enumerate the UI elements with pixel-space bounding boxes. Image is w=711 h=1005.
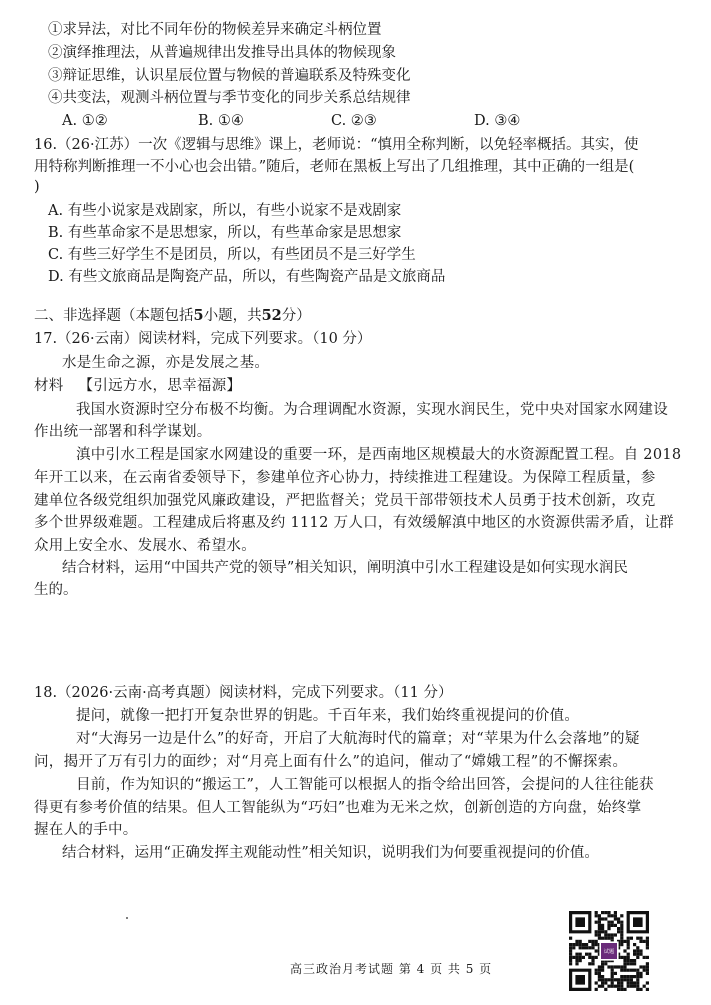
qr-module xyxy=(620,975,623,978)
qr-module xyxy=(604,978,607,981)
qr-module xyxy=(591,946,594,949)
qr-module xyxy=(575,956,578,959)
qr-module xyxy=(569,959,572,962)
q15-option-2: ②演绎推理法，从普遍规律出发推导出具体的物候现象 xyxy=(48,45,396,61)
qr-module xyxy=(617,921,620,924)
qr-module xyxy=(582,946,585,949)
qr-module xyxy=(611,985,614,988)
qr-module xyxy=(617,965,620,968)
q15-choice-c: C. ②③ xyxy=(331,113,377,129)
q17-paragraph-2-line-5: 众用上安全水、发展水、希望水。 xyxy=(34,538,256,554)
qr-module xyxy=(604,930,607,933)
qr-module xyxy=(579,946,582,949)
qr-module xyxy=(620,985,623,988)
q17-paragraph-2-line-3: 建单位各级党组织加强党风廉政建设，严把监督关；党员干部带领技术人员勇于技术创新，攻克 xyxy=(34,493,656,509)
qr-module xyxy=(569,946,572,949)
q18-paragraph-1: 提问，就像一把打开复杂世界的钥匙。千百年来，我们始终重视提问的价值。 xyxy=(76,708,580,724)
qr-module xyxy=(595,914,598,917)
q17-task-line-1: 结合材料，运用“中国共产党的领导”相关知识，阐明滇中引水工程建设是如何实现水润民 xyxy=(62,560,628,576)
qr-module xyxy=(639,988,642,991)
qr-module xyxy=(633,949,636,952)
qr-module xyxy=(630,978,633,981)
qr-module xyxy=(633,953,636,956)
qr-module xyxy=(643,985,646,988)
qr-module xyxy=(620,978,623,981)
qr-module xyxy=(598,965,601,968)
qr-module xyxy=(636,978,639,981)
qr-module xyxy=(620,937,623,940)
qr-module xyxy=(604,911,607,914)
qr-module xyxy=(595,988,598,991)
qr-module xyxy=(636,975,639,978)
qr-module xyxy=(614,965,617,968)
q17-task-line-2: 生的。 xyxy=(34,582,78,598)
qr-module xyxy=(579,956,582,959)
qr-module xyxy=(639,965,642,968)
qr-module xyxy=(611,978,614,981)
qr-module xyxy=(623,940,626,943)
q16-choice-b: B. 有些革命家不是思想家，所以，有些革命家是思想家 xyxy=(48,225,402,241)
qr-module xyxy=(595,921,598,924)
qr-module xyxy=(607,985,610,988)
qr-module xyxy=(598,921,601,924)
q17-header: 17.（26·云南）阅读材料，完成下列要求。（10 分） xyxy=(34,331,372,347)
qr-module xyxy=(643,940,646,943)
qr-module xyxy=(601,917,604,920)
qr-module xyxy=(639,972,642,975)
qr-module xyxy=(620,930,623,933)
qr-module xyxy=(569,956,572,959)
q16-choice-a: A. 有些小说家是戏剧家，所以，有些小说家不是戏剧家 xyxy=(48,203,402,219)
qr-module xyxy=(617,988,620,991)
qr-module xyxy=(601,981,604,984)
qr-module xyxy=(614,911,617,914)
qr-module xyxy=(611,972,614,975)
qr-module xyxy=(630,969,633,972)
qr-module xyxy=(627,943,630,946)
qr-module xyxy=(572,956,575,959)
qr-module xyxy=(598,937,601,940)
q16-stem-line-1: 16.（26·江苏）一次《逻辑与思维》课上，老师说：“慎用全称判断，以免轻率概括。其实，使 xyxy=(34,137,639,153)
qr-module xyxy=(601,937,604,940)
q17-paragraph-2-line-4: 多个世界级难题。工程建成后将惠及约 1112 万人口，有效缓解滇中地区的水资源供需矛盾，让群 xyxy=(34,515,674,531)
qr-module xyxy=(611,975,614,978)
qr-module xyxy=(579,940,582,943)
q18-paragraph-3-line-1: 目前，作为知识的“搬运工”，人工智能可以根据人的指令给出回答，会提问的人往往能获 xyxy=(76,777,654,793)
qr-module xyxy=(633,981,636,984)
qr-module xyxy=(588,953,591,956)
qr-module xyxy=(646,943,649,946)
qr-module xyxy=(607,978,610,981)
qr-module xyxy=(604,933,607,936)
q17-paragraph-1-line-2: 作出统一部署和科学谋划。 xyxy=(34,424,212,440)
qr-module xyxy=(588,940,591,943)
qr-module xyxy=(582,956,585,959)
qr-module xyxy=(607,933,610,936)
q16-choice-d: D. 有些文旅商品是陶瓷产品，所以，有些陶瓷产品是文旅商品 xyxy=(48,269,446,285)
qr-module xyxy=(604,917,607,920)
qr-module xyxy=(611,924,614,927)
qr-module xyxy=(572,943,575,946)
qr-module xyxy=(611,937,614,940)
qr-module xyxy=(582,943,585,946)
qr-module xyxy=(611,933,614,936)
qr-module xyxy=(627,937,630,940)
qr-module xyxy=(620,933,623,936)
qr-module xyxy=(627,969,630,972)
qr-module xyxy=(623,975,626,978)
qr-module xyxy=(575,959,578,962)
qr-module xyxy=(617,985,620,988)
qr-module xyxy=(636,988,639,991)
qr-module xyxy=(617,981,620,984)
q17-intro: 水是生命之源，亦是发展之基。 xyxy=(62,355,270,371)
q15-choice-b: B. ①④ xyxy=(198,113,244,129)
section-2-mid: 小题，共 xyxy=(203,308,262,324)
qr-module xyxy=(643,965,646,968)
qr-module xyxy=(633,969,636,972)
qr-module xyxy=(598,927,601,930)
qr-module xyxy=(633,962,636,965)
qr-module xyxy=(601,969,604,972)
qr-module xyxy=(639,940,642,943)
qr-module xyxy=(627,940,630,943)
qr-module xyxy=(598,917,601,920)
qr-module xyxy=(646,956,649,959)
q18-paragraph-3-line-2: 得更有参考价值的结果。但人工智能纵为“巧妇”也难为无米之炊，创新创造的方向盘，始终掌 xyxy=(34,800,642,816)
qr-module xyxy=(623,965,626,968)
qr-module xyxy=(630,985,633,988)
q18-paragraph-2-line-2: 问，揭开了万有引力的面纱；对“月亮上面有什么”的追问，催动了“嫦娥工程”的不懈探索。 xyxy=(34,754,628,770)
qr-module xyxy=(595,949,598,952)
qr-module xyxy=(598,975,601,978)
qr-module xyxy=(601,927,604,930)
qr-module xyxy=(607,927,610,930)
qr-module xyxy=(627,981,630,984)
qr-module xyxy=(627,975,630,978)
qr-module xyxy=(607,911,610,914)
qr-module xyxy=(585,946,588,949)
qr-module xyxy=(598,914,601,917)
qr-module xyxy=(623,949,626,952)
qr-module xyxy=(627,946,630,949)
qr-module xyxy=(646,937,649,940)
page-footer: 高三政治月考试题 第 4 页 共 5 页 xyxy=(290,962,493,976)
qr-module xyxy=(601,978,604,981)
qr-module xyxy=(643,969,646,972)
qr-module xyxy=(646,972,649,975)
q16-choice-c: C. 有些三好学生不是团员，所以，有些团员不是三好学生 xyxy=(48,247,416,263)
q18-header: 18.（2026·云南·高考真题）阅读材料，完成下列要求。（11 分） xyxy=(34,685,453,701)
qr-module xyxy=(601,962,604,965)
qr-module xyxy=(636,937,639,940)
qr-module xyxy=(579,959,582,962)
q18-paragraph-3-line-3: 握在人的手中。 xyxy=(34,822,138,838)
section-2-suffix: 分） xyxy=(281,308,311,324)
qr-module xyxy=(636,953,639,956)
qr-module xyxy=(627,962,630,965)
q15-option-4: ④共变法，观测斗柄位置与季节变化的同步关系总结规律 xyxy=(48,90,411,106)
qr-module xyxy=(617,978,620,981)
qr-module xyxy=(595,940,598,943)
qr-module xyxy=(636,946,639,949)
qr-module xyxy=(620,940,623,943)
qr-module xyxy=(614,978,617,981)
qr-module xyxy=(623,956,626,959)
qr-module xyxy=(627,985,630,988)
qr-module xyxy=(646,965,649,968)
qr-module xyxy=(614,985,617,988)
qr-module xyxy=(569,949,572,952)
qr-module xyxy=(617,930,620,933)
q15-choice-d: D. ③④ xyxy=(474,113,521,129)
q17-paragraph-2-line-2: 年开工以来，在云南省委领导下，参建单位齐心协力，持续推进工程建设。为保障工程质量，参 xyxy=(34,470,656,486)
qr-module xyxy=(598,972,601,975)
qr-module xyxy=(636,956,639,959)
qr-module xyxy=(633,959,636,962)
qr-module xyxy=(617,917,620,920)
section-2-score: 52 xyxy=(261,307,282,324)
qr-module xyxy=(630,937,633,940)
qr-module xyxy=(627,978,630,981)
q17-material-title: 【引远方水，思幸福源】 xyxy=(78,378,242,394)
q16-stem-line-2: 用特称判断推理一不小心也会出错。”随后，老师在黑板上写出了几组推理，其中正确的一组是( xyxy=(34,159,635,175)
qr-module xyxy=(614,917,617,920)
qr-module xyxy=(604,988,607,991)
qr-module xyxy=(611,981,614,984)
qr-module xyxy=(601,965,604,968)
qr-module xyxy=(614,924,617,927)
qr-module xyxy=(639,937,642,940)
qr-module xyxy=(614,914,617,917)
qr-module xyxy=(572,946,575,949)
qr-module xyxy=(627,953,630,956)
qr-module xyxy=(630,959,633,962)
qr-module xyxy=(646,946,649,949)
qr-module xyxy=(646,940,649,943)
qr-module xyxy=(620,921,623,924)
qr-module xyxy=(591,956,594,959)
qr-module xyxy=(614,933,617,936)
qr-module xyxy=(620,927,623,930)
qr-module xyxy=(585,953,588,956)
q18-paragraph-2-line-1: 对“大海另一边是什么”的好奇，开启了大航海时代的篇章；对“苹果为什么会落地”的疑 xyxy=(76,731,640,747)
scan-dot xyxy=(126,917,128,919)
qr-module xyxy=(598,930,601,933)
qr-module xyxy=(588,962,591,965)
qr-module xyxy=(598,978,601,981)
qr-module xyxy=(620,943,623,946)
section-2-prefix: 二、非选择题（本题包括 xyxy=(34,308,194,324)
qr-module xyxy=(620,924,623,927)
qr-module xyxy=(579,953,582,956)
q15-option-3: ③辩证思维，认识星辰位置与物候的普遍联系及特殊变化 xyxy=(48,68,411,84)
qr-module xyxy=(611,965,614,968)
qr-module xyxy=(646,969,649,972)
qr-module xyxy=(601,930,604,933)
qr-module xyxy=(601,924,604,927)
qr-module xyxy=(588,956,591,959)
qr-module xyxy=(614,972,617,975)
qr-module xyxy=(604,937,607,940)
qr-module xyxy=(630,962,633,965)
qr-module xyxy=(620,965,623,968)
qr-module xyxy=(598,933,601,936)
qr-module xyxy=(611,914,614,917)
qr-module xyxy=(630,981,633,984)
qr-module xyxy=(579,943,582,946)
qr-module xyxy=(575,962,578,965)
qr-module xyxy=(630,975,633,978)
q17-paragraph-2-line-1: 滇中引水工程是国家水网建设的重要一环，是西南地区规模最大的水资源配置工程。自 2018 xyxy=(76,447,682,463)
qr-module xyxy=(595,933,598,936)
qr-module xyxy=(575,940,578,943)
section-2-heading xyxy=(34,306,311,326)
q17-paragraph-1-line-1: 我国水资源时空分布极不均衡。为合理调配水资源，实现水润民生，党中央对国家水网建设 xyxy=(76,402,668,418)
qr-module xyxy=(591,940,594,943)
qr-module xyxy=(591,962,594,965)
q15-choice-a: A. ①② xyxy=(62,113,108,129)
section-2-count: 5 xyxy=(193,307,204,324)
qr-module xyxy=(607,921,610,924)
qr-module xyxy=(569,937,572,940)
qr-module xyxy=(575,953,578,956)
qr-module xyxy=(595,969,598,972)
qr-module xyxy=(646,962,649,965)
q15-option-1: ①求异法，对比不同年份的物候差异来确定斗柄位置 xyxy=(48,22,382,38)
qr-module xyxy=(639,975,642,978)
q18-task: 结合材料，运用“正确发挥主观能动性”相关知识，说明我们为何要重视提问的价值。 xyxy=(62,845,599,861)
qr-module xyxy=(617,927,620,930)
qr-module xyxy=(623,969,626,972)
qr-module xyxy=(591,959,594,962)
qr-code xyxy=(569,911,649,991)
qr-module xyxy=(585,943,588,946)
q17-material-label: 材料 xyxy=(34,378,64,394)
qr-module xyxy=(636,949,639,952)
q17-material xyxy=(34,376,241,396)
qr-module xyxy=(595,943,598,946)
qr-module xyxy=(636,969,639,972)
qr-module xyxy=(601,975,604,978)
qr-module xyxy=(595,956,598,959)
qr-module xyxy=(604,981,607,984)
qr-module xyxy=(623,978,626,981)
qr-module xyxy=(620,988,623,991)
qr-module xyxy=(611,969,614,972)
qr-module xyxy=(595,981,598,984)
qr-module xyxy=(601,911,604,914)
qr-module xyxy=(623,962,626,965)
qr-module xyxy=(636,972,639,975)
qr-module xyxy=(598,924,601,927)
qr-module xyxy=(627,959,630,962)
qr-module xyxy=(591,943,594,946)
qr-module xyxy=(620,981,623,984)
qr-module xyxy=(620,956,623,959)
qr-module xyxy=(601,985,604,988)
qr-module xyxy=(639,953,642,956)
qr-module xyxy=(611,921,614,924)
qr-module xyxy=(575,943,578,946)
qr-module xyxy=(623,988,626,991)
qr-module xyxy=(569,943,572,946)
qr-module xyxy=(636,985,639,988)
qr-module xyxy=(569,962,572,965)
qr-module xyxy=(607,924,610,927)
qr-module xyxy=(604,962,607,965)
qr-module xyxy=(595,911,598,914)
qr-module xyxy=(607,914,610,917)
qr-module xyxy=(633,975,636,978)
qr-module xyxy=(646,988,649,991)
qr-module xyxy=(607,965,610,968)
qr-module xyxy=(643,956,646,959)
qr-module xyxy=(595,930,598,933)
qr-module xyxy=(633,943,636,946)
qr-module xyxy=(627,956,630,959)
qr-module xyxy=(646,981,649,984)
qr-module xyxy=(569,953,572,956)
qr-module xyxy=(595,972,598,975)
qr-module xyxy=(588,946,591,949)
qr-module xyxy=(620,914,623,917)
qr-module xyxy=(620,969,623,972)
qr-module xyxy=(636,981,639,984)
qr-module xyxy=(633,985,636,988)
qr-module xyxy=(598,985,601,988)
qr-module xyxy=(607,937,610,940)
qr-module xyxy=(598,969,601,972)
qr-module xyxy=(623,959,626,962)
qr-module xyxy=(639,949,642,952)
q16-stem-line-3: ) xyxy=(34,179,40,195)
qr-center-label: 试题 xyxy=(603,949,615,956)
